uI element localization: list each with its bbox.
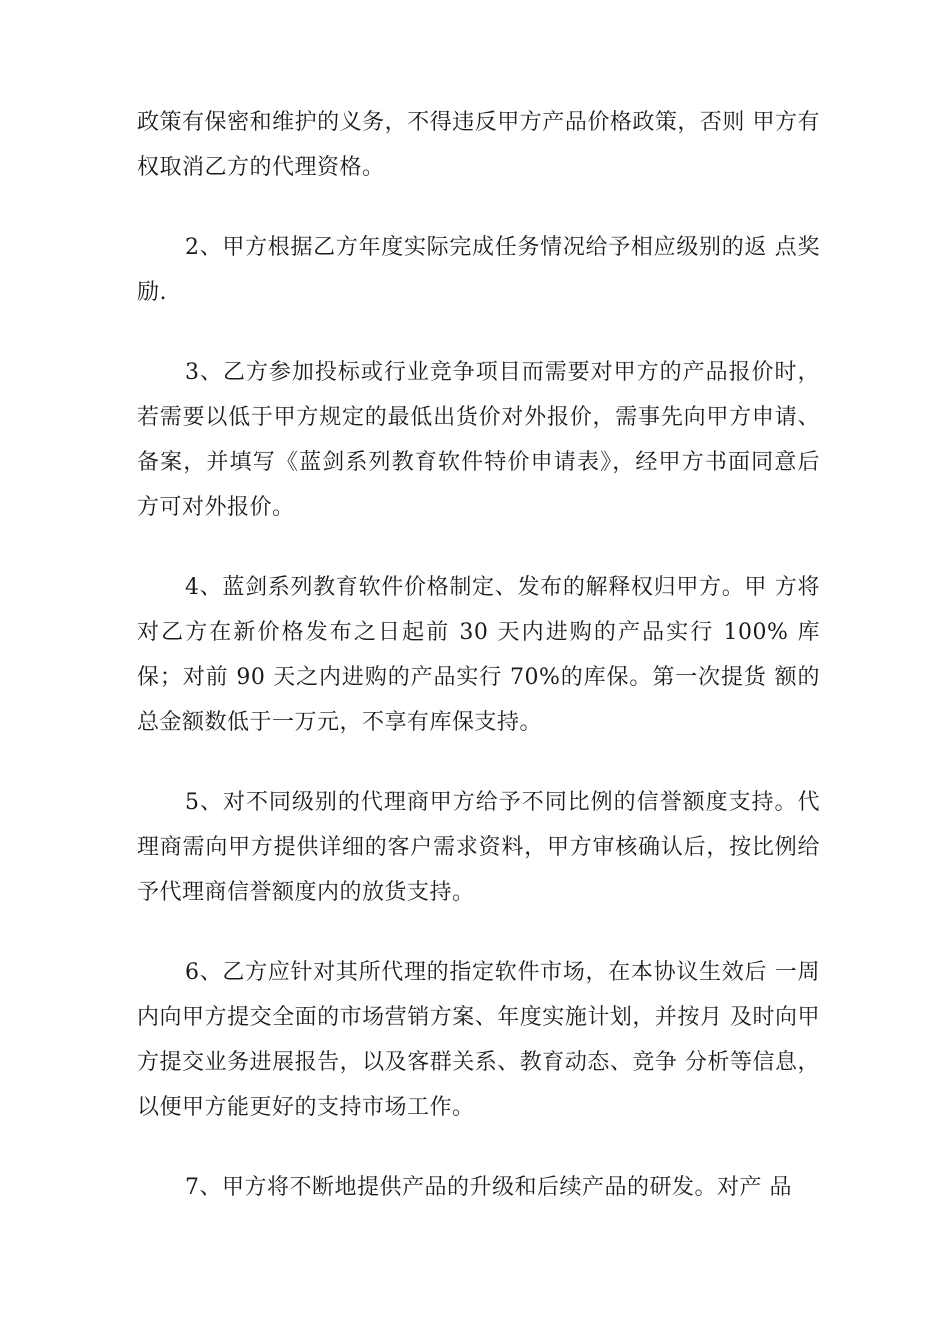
paragraph-clause-2: 2、甲方根据乙方年度实际完成任务情况给予相应级别的返 点奖励. [137, 235, 820, 305]
paragraph-clause-5: 5、对不同级别的代理商甲方给予不同比例的信誉额度支持。代理商需向甲方提供详细的客户需求资料，甲方审核确认后，按比例给予代理商信誉额度内的放货支持。 [137, 790, 820, 905]
paragraph-clause-4: 4、蓝剑系列教育软件价格制定、发布的解释权归甲方。甲 方将对乙方在新价格发布之日起前 30 天内进购的产品实行 100% 库保；对前 90 天之内进购的产品实行 70%的库保。第一次提货 额的总金额数低于一万元，不享有库保支持。 [137, 575, 820, 735]
paragraph-continuation: 政策有保密和维护的义务，不得违反甲方产品价格政策，否则 甲方有权取消乙方的代理资格。 [137, 110, 820, 180]
document-body [137, 100, 820, 1210]
paragraph-clause-6: 6、乙方应针对其所代理的指定软件市场，在本协议生效后 一周内向甲方提交全面的市场营销方案、年度实施计划，并按月 及时向甲方提交业务进展报告，以及客群关系、教育动态、竞争 分析等信息，以便甲方能更好的支持市场工作。 [137, 960, 820, 1120]
paragraph-clause-7: 7、甲方将不断地提供产品的升级和后续产品的研发。对产 品 [185, 1175, 792, 1200]
paragraph-clause-3: 3、乙方参加投标或行业竞争项目而需要对甲方的产品报价时，若需要以低于甲方规定的最低出货价对外报价，需事先向甲方申请、备案，并填写《蓝剑系列教育软件特价申请表》，经甲方书面同意后方可对外报价。 [137, 360, 820, 520]
